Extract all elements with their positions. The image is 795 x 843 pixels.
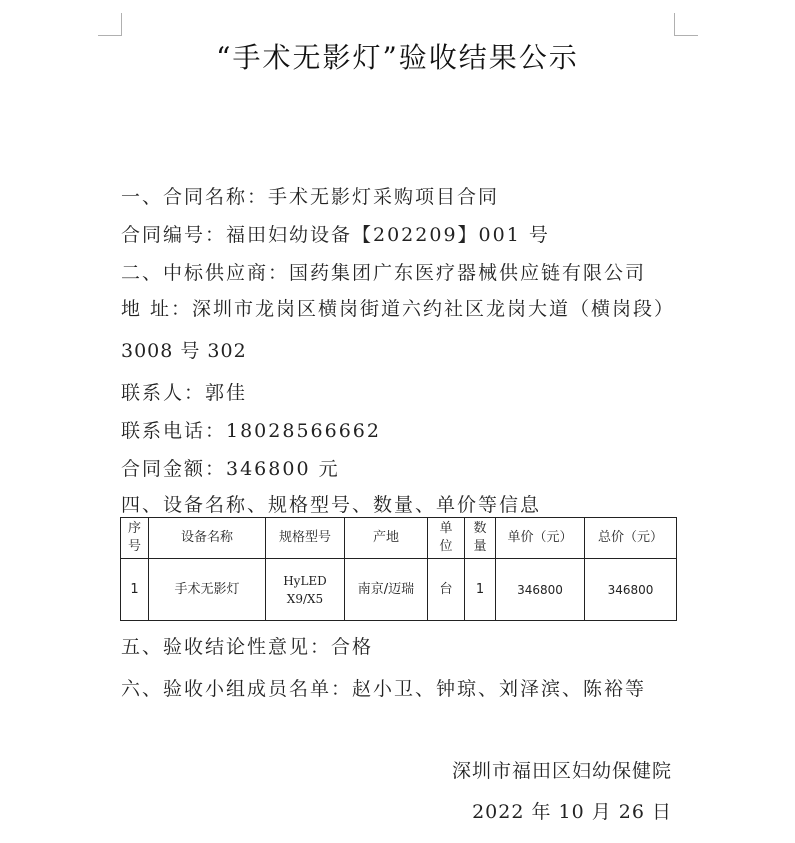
- cell-total-price: 346800: [585, 559, 677, 621]
- cell-no: 1: [121, 559, 149, 621]
- cell-unit-price: 346800: [496, 559, 585, 621]
- table-row: [121, 559, 677, 621]
- crop-mark-top-right-v: [674, 13, 675, 35]
- header-total-price: 总价（元）: [585, 518, 677, 559]
- address-line-1: 地 址：深圳市龙岗区横岗街道六约社区龙岗大道（横岗段）: [121, 298, 676, 320]
- contract-number: 合同编号：福田妇幼设备【202209】001 号: [121, 224, 550, 246]
- table-header-row: [121, 518, 677, 559]
- contact-phone: 联系电话：18028566662: [121, 420, 381, 442]
- signature-date: 2022 年 10 月 26 日: [472, 801, 672, 823]
- contact-person: 联系人：郭佳: [121, 382, 248, 404]
- cell-model: [266, 559, 345, 621]
- header-unit-price: 单价（元）: [496, 518, 585, 559]
- header-name: 设备名称: [149, 518, 266, 559]
- header-unit: 单位: [428, 518, 465, 559]
- cell-unit: 台: [428, 559, 465, 621]
- cell-name: 手术无影灯: [149, 559, 266, 621]
- header-origin: 产地: [345, 518, 428, 559]
- supplier: 二、中标供应商：国药集团广东医疗器械供应链有限公司: [121, 262, 647, 284]
- header-no: 序号: [121, 518, 149, 559]
- section-equipment-info: 四、设备名称、规格型号、数量、单价等信息: [121, 494, 542, 516]
- cell-model-line-1: HyLED: [283, 573, 327, 588]
- contract-amount: 合同金额：346800 元: [121, 458, 340, 480]
- crop-mark-top-left-v: [121, 13, 122, 35]
- cell-qty: 1: [465, 559, 496, 621]
- contract-name: 一、合同名称：手术无影灯采购项目合同: [121, 186, 500, 208]
- page-title: “手术无影灯”验收结果公示: [216, 41, 579, 74]
- cell-model-line-2: X9/X5: [286, 591, 324, 606]
- cell-origin: 南京/迈瑞: [345, 559, 428, 621]
- header-qty: 数量: [465, 518, 496, 559]
- header-model: 规格型号: [266, 518, 345, 559]
- acceptance-team: 六、验收小组成员名单：赵小卫、钟琼、刘泽滨、陈裕等: [121, 678, 647, 700]
- address-line-2: 3008 号 302: [121, 340, 247, 362]
- equipment-table: [120, 517, 677, 621]
- signature-org: 深圳市福田区妇幼保健院: [451, 760, 672, 782]
- acceptance-conclusion: 五、验收结论性意见：合格: [121, 636, 374, 658]
